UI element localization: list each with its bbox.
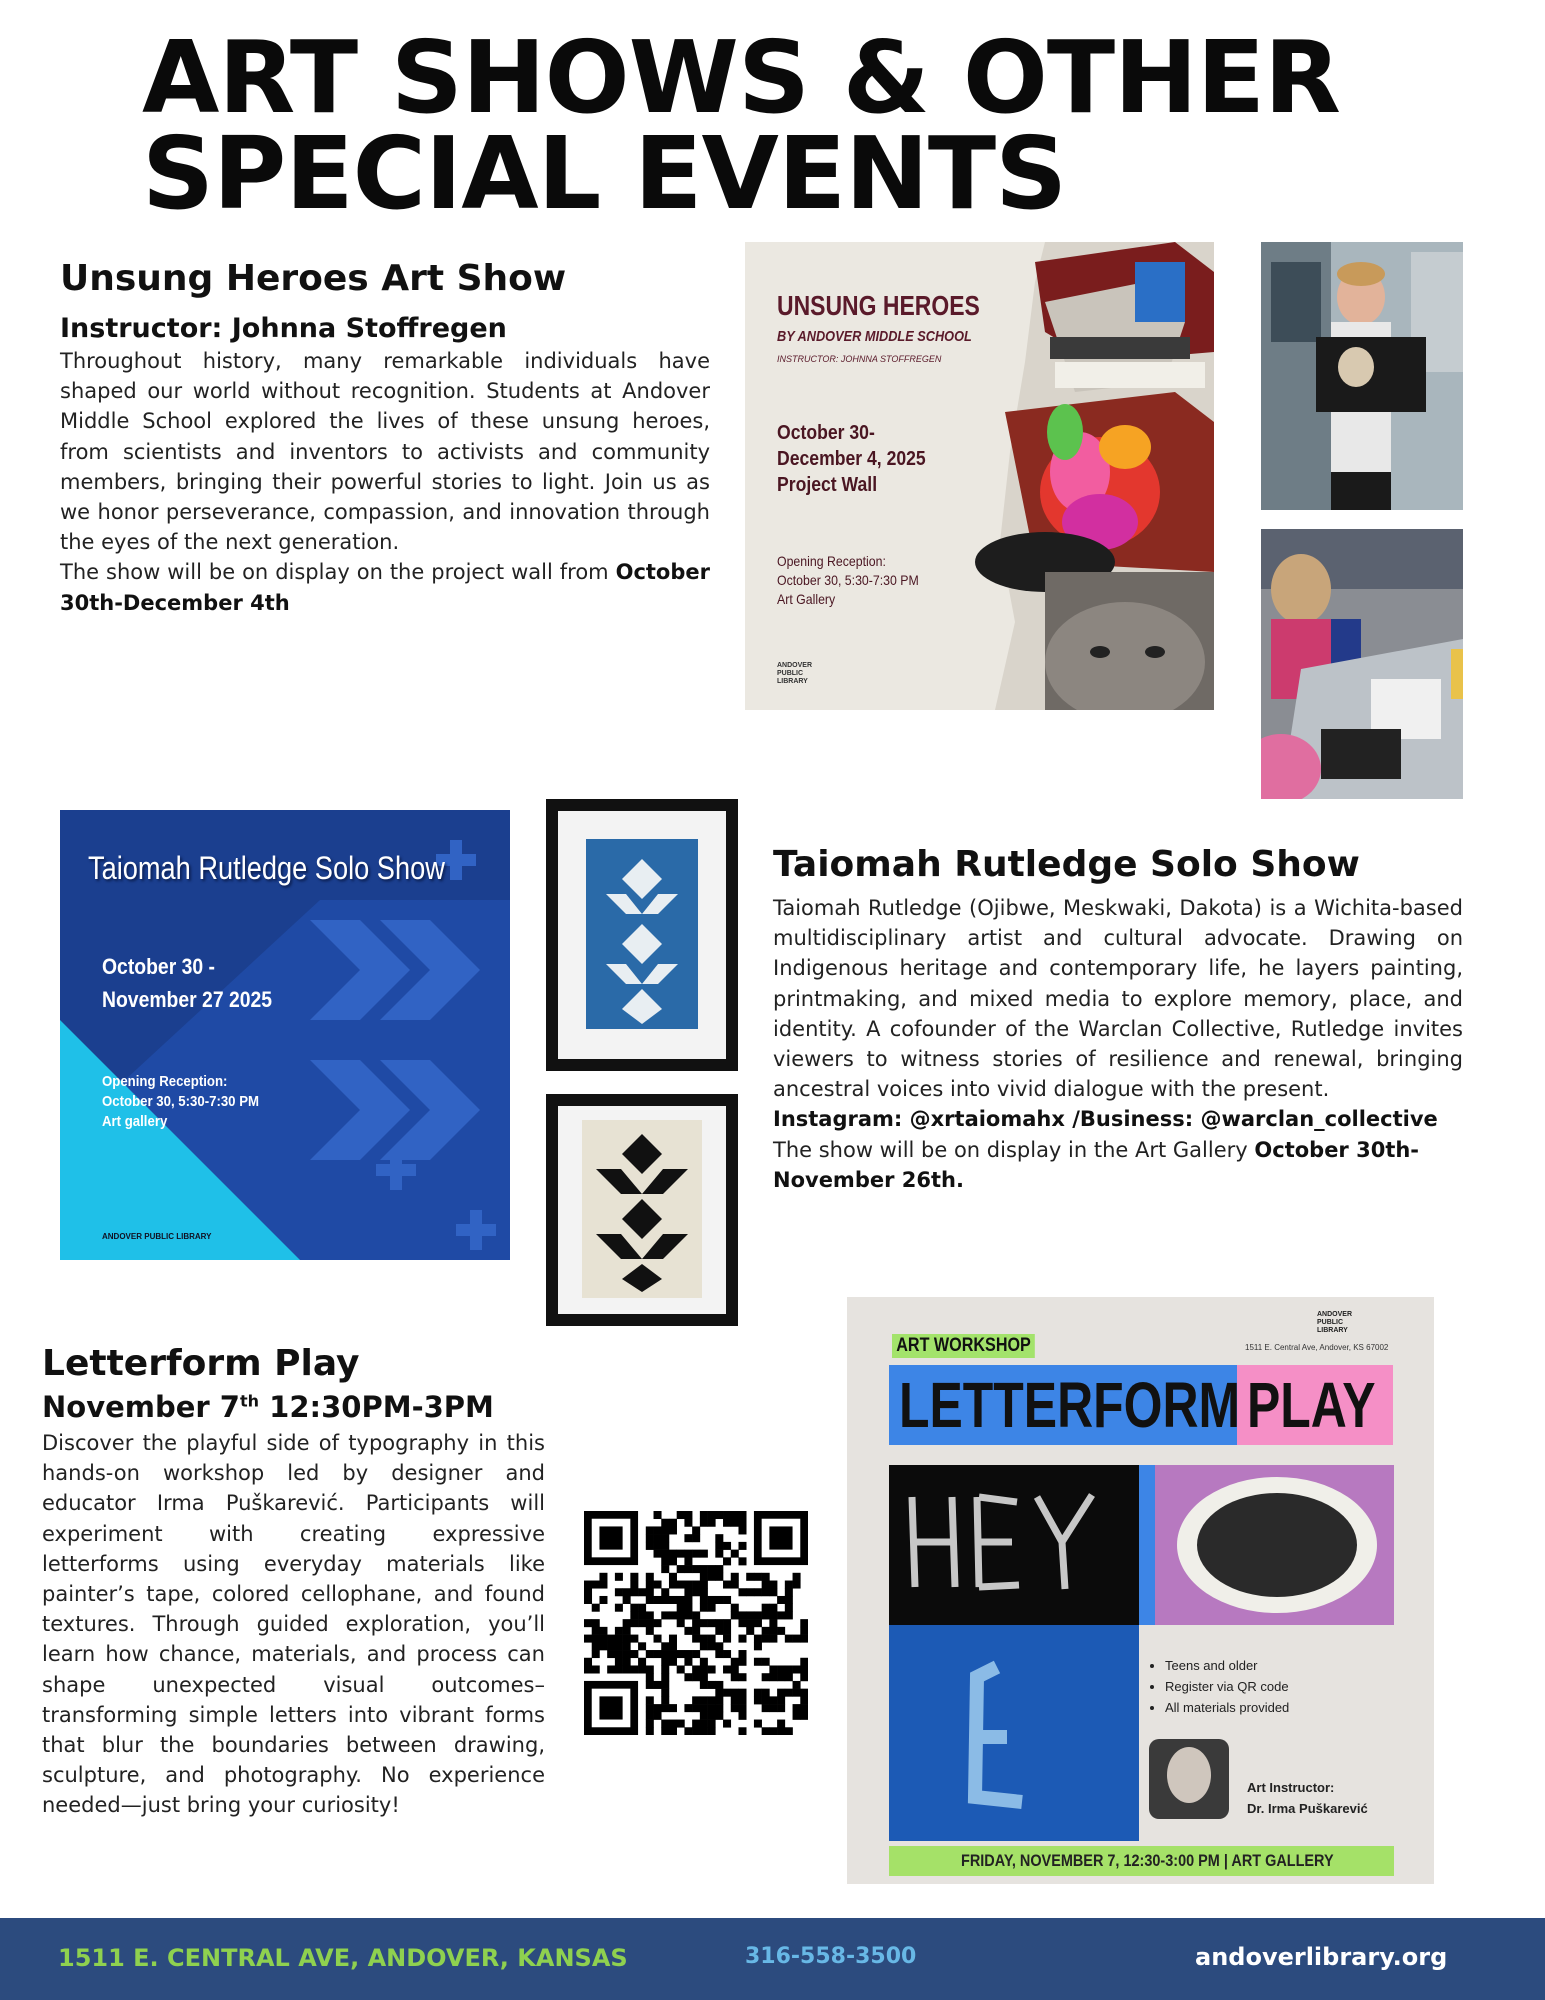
ledger-print bbox=[546, 1094, 738, 1326]
letterform-poster bbox=[847, 1297, 1434, 1884]
letterform-date-day: November 7 bbox=[42, 1390, 240, 1424]
logo-line1: ANDOVER bbox=[777, 662, 813, 669]
unsung-display-line bbox=[60, 557, 710, 617]
unsung-heroes-poster bbox=[745, 242, 1214, 710]
taiomah-poster-dates bbox=[102, 950, 296, 1016]
unsung-description: Throughout history, many remarkable individuals have shaped our world without recognition. Students at Andover Middle School explored the lives of these unsung heroes, from scientists and inventors to activists and community members, bringing their powerful stories to light. Join us as we honor perseverance, compassion, and innovation through the eyes of the next generation. bbox=[60, 349, 710, 555]
logo-line2: PUBLIC bbox=[777, 670, 804, 677]
poster-dates bbox=[777, 420, 953, 498]
letterform-date-sup: th bbox=[240, 1391, 260, 1411]
poster-reception-line2: October 30, 5:30-7:30 PM bbox=[777, 572, 919, 588]
taiomah-poster-logo: ANDOVER PUBLIC LIBRARY bbox=[102, 1232, 212, 1241]
student-photo bbox=[1261, 242, 1463, 510]
taiomah-description: Taiomah Rutledge (Ojibwe, Meskwaki, Dakota) is a Wichita-based multidisciplinary artist and cultural advocate. Drawing on Indigenous heritage and contemporary life, he layers painting, printmaking, and mixed media to explore memory, place, and identity. A cofounder of the Warclan Collective, Rutledge invites viewers to witness stories of resilience and renewal, bringing ancestral voices into vivid dialogue with the present. bbox=[773, 896, 1463, 1102]
lf-bullet-audience: • Teens and older bbox=[1165, 1655, 1289, 1676]
taiomah-poster-dates-line2: November 27 2025 bbox=[102, 987, 273, 1012]
letterform-body bbox=[42, 1428, 545, 1821]
page-title bbox=[142, 19, 1442, 232]
student-photo-image bbox=[1261, 242, 1463, 510]
footer bbox=[0, 1918, 1545, 2000]
taiomah-poster-title: Taiomah Rutledge Solo Show bbox=[88, 850, 445, 886]
poster-dates-line3: Project Wall bbox=[777, 474, 878, 496]
lf-logo-line1: ANDOVER bbox=[1317, 1311, 1353, 1318]
qr-code-image bbox=[584, 1511, 808, 1735]
poster-instructor: INSTRUCTOR: JOHNNA STOFFREGEN bbox=[777, 354, 942, 364]
lf-logo-line3: LIBRARY bbox=[1317, 1327, 1348, 1334]
lf-bullet-materials: • All materials provided bbox=[1165, 1697, 1289, 1718]
unsung-heading: Unsung Heroes Art Show bbox=[60, 258, 567, 299]
registration-qr-code[interactable] bbox=[584, 1511, 808, 1735]
lf-bullet-register: • Register via QR code bbox=[1165, 1676, 1289, 1697]
lf-word-letterform: LETTERFORM bbox=[899, 1369, 1241, 1441]
letterform-date-time: 12:30PM-3PM bbox=[259, 1390, 494, 1424]
lf-instructor-label: Art Instructor: bbox=[1247, 1780, 1335, 1795]
lf-logo-line2: PUBLIC bbox=[1317, 1319, 1344, 1326]
page-title-line2: SPECIAL EVENTS bbox=[142, 115, 1067, 232]
footer-website[interactable]: andoverlibrary.org bbox=[1195, 1943, 1448, 1971]
logo-line3: LIBRARY bbox=[777, 678, 808, 685]
library-logo bbox=[777, 662, 812, 686]
letterform-heading: Letterform Play bbox=[42, 1343, 360, 1384]
taiomah-display-prefix: The show will be on display in the Art Gallery bbox=[773, 1137, 1248, 1162]
lf-bullets bbox=[1149, 1655, 1289, 1718]
taiomah-body bbox=[773, 893, 1463, 1195]
taiomah-heading: Taiomah Rutledge Solo Show bbox=[773, 844, 1360, 885]
poster-title: UNSUNG HEROES bbox=[777, 290, 980, 321]
letterform-description: Discover the playful side of typography in this hands-on workshop led by designer and educator Irma Puškarević. Participants will experiment with creating expressive letterforms using everyday materials like painter’s tape, colored cellophane, and found textures. Through guided exploration, you’ll learn how chance, materials, and process can shape unexpected visual outcomes–transforming simple letters into vibrant forms that blur the boundaries between drawing, sculpture, and photography. No experience needed—just bring your curiosity! bbox=[42, 1431, 545, 1818]
lf-workshop-tag: ART WORKSHOP bbox=[892, 1334, 1035, 1358]
taiomah-poster-dates-line1: October 30 - bbox=[102, 954, 215, 979]
taiomah-section bbox=[773, 844, 1463, 1195]
lf-bottom-text: FRIDAY, NOVEMBER 7, 12:30-3:00 PM | ART GALLERY bbox=[961, 1851, 1334, 1870]
framed-artwork-black bbox=[546, 1094, 738, 1326]
unsung-body bbox=[60, 346, 710, 618]
lf-address: 1511 E. Central Ave, Andover, KS 67002 bbox=[1245, 1343, 1389, 1352]
page-title-line1: ART SHOWS & OTHER bbox=[142, 19, 1341, 136]
poster-dates-line2: December 4, 2025 bbox=[777, 448, 926, 470]
footer-phone[interactable]: 316-558-3500 bbox=[745, 1944, 917, 1969]
poster-subtitle: BY ANDOVER MIDDLE SCHOOL bbox=[777, 328, 972, 345]
taiomah-poster bbox=[60, 810, 510, 1260]
footer-address: 1511 E. CENTRAL AVE, ANDOVER, KANSAS bbox=[58, 1944, 628, 1972]
taiomah-display-dates: October 30th-November 26th. bbox=[773, 1137, 1420, 1192]
cyanotype-print bbox=[546, 799, 738, 1071]
lf-instructor bbox=[1247, 1777, 1368, 1819]
poster-dates-line1: October 30- bbox=[777, 422, 875, 444]
taiomah-reception-line3: Art gallery bbox=[102, 1113, 168, 1130]
letterform-date bbox=[42, 1390, 545, 1424]
unsung-section bbox=[60, 258, 710, 618]
taiomah-instagram-text: Instagram: @xrtaiomahx /Business: @warclan_collective bbox=[773, 1107, 1438, 1132]
lf-instructor-name: Dr. Irma Puškarević bbox=[1247, 1801, 1368, 1816]
students-working-image bbox=[1261, 529, 1463, 799]
poster-reception-line1: Opening Reception: bbox=[777, 553, 886, 569]
students-working-photo bbox=[1261, 529, 1463, 799]
taiomah-display-line bbox=[773, 1135, 1463, 1195]
unsung-instructor: Instructor: Johnna Stoffregen bbox=[60, 313, 507, 344]
taiomah-reception-line2: October 30, 5:30-7:30 PM bbox=[102, 1093, 259, 1110]
poster-reception-line3: Art Gallery bbox=[777, 591, 836, 607]
taiomah-reception-line1: Opening Reception: bbox=[102, 1073, 228, 1090]
unsung-display-prefix: The show will be on display on the project wall from bbox=[60, 560, 609, 585]
taiomah-instagram bbox=[773, 1104, 1463, 1134]
unsung-display-dates: October 30th-December 4th bbox=[60, 560, 710, 615]
framed-artwork-blue bbox=[546, 799, 738, 1071]
lf-word-play: PLAY bbox=[1247, 1369, 1376, 1441]
lf-library-logo bbox=[1317, 1311, 1352, 1335]
poster-reception bbox=[777, 552, 944, 609]
letterform-section bbox=[42, 1343, 545, 1821]
lf-bottom-bar bbox=[889, 1846, 1394, 1876]
taiomah-poster-reception bbox=[102, 1072, 296, 1132]
